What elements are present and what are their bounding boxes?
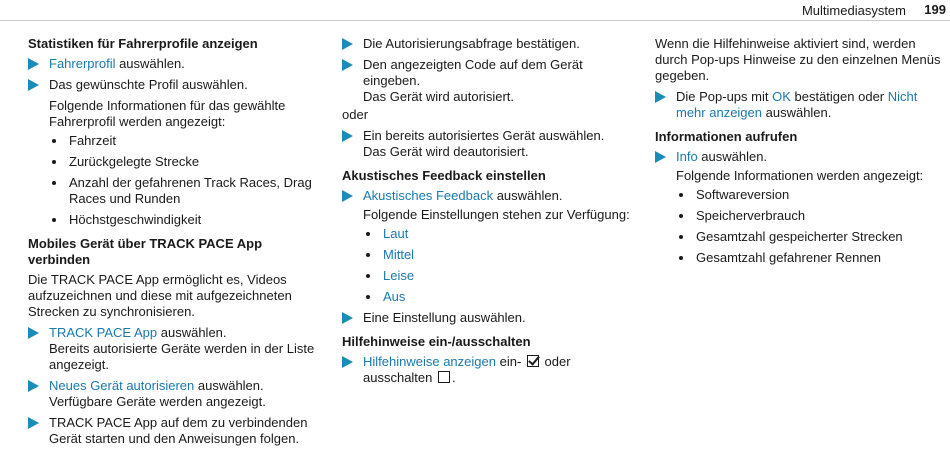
step-result: Folgende Informationen für das gewählte Fahrerprofil werden angezeigt:: [49, 98, 286, 129]
link-fahrerprofil[interactable]: Fahrerprofil: [49, 56, 116, 71]
step-select-authorized: [342, 128, 632, 160]
step-arrow-icon: [342, 59, 353, 71]
option-laut[interactable]: Laut: [363, 226, 632, 242]
step-arrow-icon: [28, 79, 39, 91]
step-result: Verfügbare Geräte werden angezeigt.: [49, 394, 266, 409]
step-text: bestätigen oder: [790, 89, 888, 104]
step-result: Das Gerät wird deautorisiert.: [363, 144, 529, 159]
step-text: TRACK PACE App auf dem zu verbindenden Gerät starten und den Anweisungen folgen.: [49, 415, 308, 446]
step-acoustic-feedback: [342, 188, 632, 204]
step-confirm-auth: [342, 36, 632, 52]
step-text: auswählen.: [493, 188, 563, 203]
step-track-pace-app: [28, 325, 323, 373]
step-start-app: [28, 415, 323, 447]
step-text: Eine Einstellung auswählen.: [363, 310, 526, 325]
step-text: auswählen.: [762, 105, 832, 120]
step-arrow-icon: [655, 91, 666, 103]
profile-info-list: [28, 133, 323, 228]
link-hilfehinweise-anzeigen[interactable]: Hilfehinweise anzeigen: [363, 354, 496, 369]
list-item: Gesamtzahl gefahrener Rennen: [676, 250, 947, 266]
step-help-hints: [342, 354, 632, 386]
link-ok[interactable]: OK: [772, 89, 791, 104]
checkbox-checked-icon: [527, 355, 539, 367]
step-arrow-icon: [28, 380, 39, 392]
step-result: Folgende Einstellungen stehen zur Verfügung:: [363, 207, 630, 222]
step-authorize-device: [28, 378, 323, 410]
step-result: Folgende Informationen werden angezeigt:: [676, 168, 924, 183]
heading-help-hints: Hilfehinweise ein-/ausschalten: [342, 334, 531, 349]
or-label: oder: [342, 107, 369, 122]
link-nicht-mehr-anzeigen[interactable]: Nicht mehr anzeigen: [676, 89, 918, 120]
step-text: auswählen.: [697, 149, 768, 164]
paragraph-track-pace: Die TRACK PACE App ermöglicht es, Videos aufzuzeichnen und diese mit aufgezeichneten Strecken zu synchronisieren.: [28, 272, 292, 319]
chapter-title: Multimediasystem: [801, 3, 906, 18]
column-left: [28, 36, 323, 452]
info-list: [655, 187, 947, 266]
option-leise[interactable]: Leise: [363, 268, 632, 284]
step-text: .: [452, 370, 456, 385]
paragraph-help-hints: Wenn die Hilfehinweise aktiviert sind, werden durch Pop-ups Hinweise zu den einzelnen Menüs gegeben.: [655, 36, 941, 83]
step-arrow-icon: [342, 312, 353, 324]
step-select-driver-profile: [28, 56, 323, 72]
feedback-options-list: [342, 226, 632, 305]
step-text: Das gewünschte Profil auswählen.: [49, 77, 248, 92]
heading-statistics: Statistiken für Fahrerprofile anzeigen: [28, 36, 258, 51]
list-item: Höchstgeschwindigkeit: [49, 212, 323, 228]
step-text: Die Pop-ups mit: [676, 89, 773, 104]
step-confirm-popups: [655, 89, 947, 121]
step-text: Ein bereits autorisiertes Gerät auswählen.: [363, 128, 605, 143]
step-text: auswählen.: [115, 56, 185, 71]
link-akustisches-feedback[interactable]: Akustisches Feedback: [363, 188, 494, 203]
option-mittel[interactable]: Mittel: [363, 247, 632, 263]
step-text: auswählen.: [157, 325, 227, 340]
list-item: Speicherverbrauch: [676, 208, 947, 224]
list-item: Anzahl der gefahrenen Track Races, Drag Races und Runden: [49, 175, 323, 207]
step-arrow-icon: [342, 130, 353, 142]
step-select-info: [655, 149, 947, 165]
step-enter-code: [342, 57, 632, 105]
page-number: 199: [924, 2, 946, 17]
step-arrow-icon: [655, 151, 666, 163]
step-arrow-icon: [28, 417, 39, 429]
step-text: Den angezeigten Code auf dem Gerät eingeben.: [363, 57, 583, 88]
list-item: Zurückgelegte Strecke: [49, 154, 323, 170]
step-arrow-icon: [342, 38, 353, 50]
link-track-pace-app[interactable]: TRACK PACE App: [49, 325, 158, 340]
link-info[interactable]: Info: [676, 149, 698, 164]
heading-acoustic-feedback: Akustisches Feedback einstellen: [342, 168, 546, 183]
step-text: oder ausschalten: [363, 354, 571, 385]
link-neues-geraet[interactable]: Neues Gerät autorisieren: [49, 378, 195, 393]
list-item: Gesamtzahl gespeicherter Strecken: [676, 229, 947, 245]
list-item: Fahrzeit: [49, 133, 323, 149]
heading-information: Informationen aufrufen: [655, 129, 798, 144]
step-select-profile: [28, 77, 323, 93]
heading-mobile-device: Mobiles Gerät über TRACK PACE App verbinden: [28, 236, 263, 267]
step-select-setting: [342, 310, 632, 326]
step-arrow-icon: [342, 356, 353, 368]
checkbox-unchecked-icon: [438, 371, 450, 383]
step-result: Bereits autorisierte Geräte werden in der Liste angezeigt.: [49, 341, 315, 372]
step-text: Die Autorisierungsabfrage bestätigen.: [363, 36, 580, 51]
step-arrow-icon: [28, 58, 39, 70]
column-right: [655, 36, 947, 271]
step-arrow-icon: [28, 327, 39, 339]
column-middle: [342, 36, 632, 391]
step-text: ein-: [495, 354, 522, 369]
page-header: [0, 0, 950, 21]
option-aus[interactable]: Aus: [363, 289, 632, 305]
step-arrow-icon: [342, 190, 353, 202]
list-item: Softwareversion: [676, 187, 947, 203]
step-result: Das Gerät wird autorisiert.: [363, 89, 514, 104]
step-text: auswählen.: [194, 378, 264, 393]
